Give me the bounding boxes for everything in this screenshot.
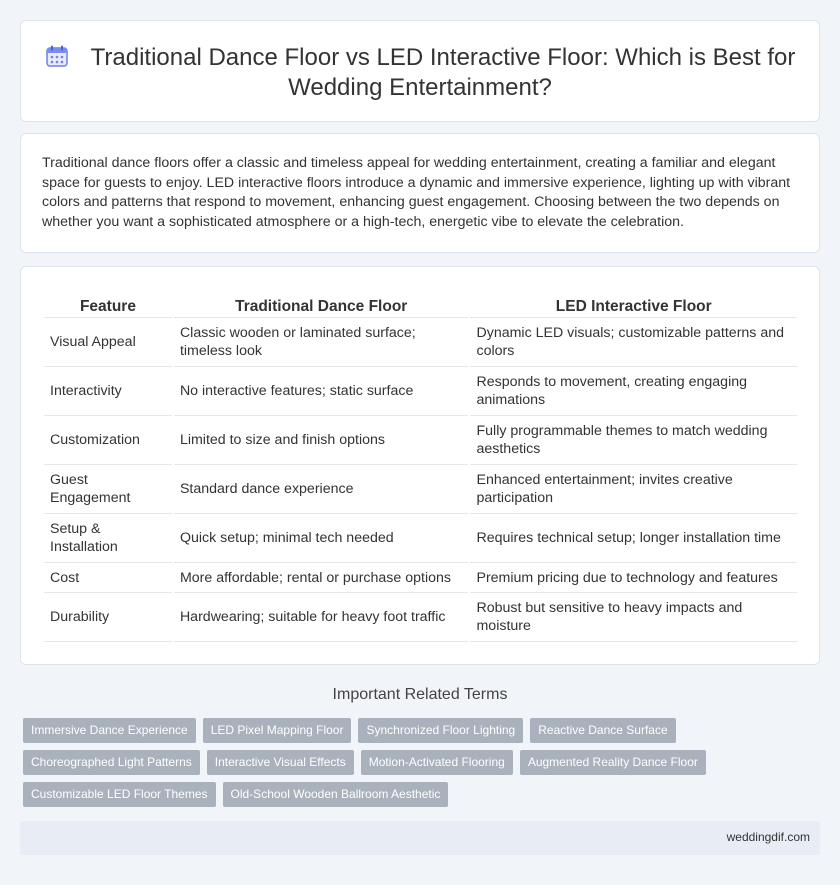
led-cell: Enhanced entertainment; invites creative participation xyxy=(470,465,797,514)
related-term-tag[interactable]: LED Pixel Mapping Floor xyxy=(203,718,352,743)
table-row xyxy=(44,563,797,593)
traditional-cell: Quick setup; minimal tech needed xyxy=(174,514,469,563)
feature-cell: Cost xyxy=(44,563,172,593)
led-cell: Fully programmable themes to match wedding aesthetics xyxy=(470,416,797,465)
traditional-cell: More affordable; rental or purchase options xyxy=(174,563,469,593)
led-cell: Dynamic LED visuals; customizable patterns and colors xyxy=(470,318,797,367)
traditional-cell: No interactive features; static surface xyxy=(174,367,469,416)
header-traditional: Traditional Dance Floor xyxy=(174,297,469,318)
table-row xyxy=(44,416,797,465)
related-term-tag[interactable]: Immersive Dance Experience xyxy=(23,718,196,743)
comparison-table xyxy=(42,297,799,642)
feature-cell: Visual Appeal xyxy=(44,318,172,367)
related-term-tag[interactable]: Augmented Reality Dance Floor xyxy=(520,750,706,775)
feature-cell: Guest Engagement xyxy=(44,465,172,514)
footer-site-link[interactable]: weddingdif.com xyxy=(726,830,810,844)
tag-row xyxy=(23,718,723,750)
header-feature: Feature xyxy=(44,297,172,318)
table-row xyxy=(44,367,797,416)
page-title-text: Traditional Dance Floor vs LED Interactive Floor: Which is Best for Wedding Entertainment? xyxy=(90,44,796,101)
header-led: LED Interactive Floor xyxy=(470,297,797,318)
traditional-cell: Standard dance experience xyxy=(174,465,469,514)
traditional-cell: Limited to size and finish options xyxy=(174,416,469,465)
related-term-tag[interactable]: Customizable LED Floor Themes xyxy=(23,782,216,807)
related-term-tag[interactable]: Synchronized Floor Lighting xyxy=(358,718,523,743)
led-cell: Responds to movement, creating engaging animations xyxy=(470,367,797,416)
related-term-tag[interactable]: Motion-Activated Flooring xyxy=(361,750,513,775)
page-title xyxy=(41,43,799,103)
calendar-icon xyxy=(45,44,69,68)
title-card xyxy=(20,20,820,122)
feature-cell: Durability xyxy=(44,593,172,642)
related-term-tag[interactable]: Reactive Dance Surface xyxy=(530,718,675,743)
related-term-tag[interactable]: Choreographed Light Patterns xyxy=(23,750,200,775)
traditional-cell: Hardwearing; suitable for heavy foot traffic xyxy=(174,593,469,642)
table-row xyxy=(44,318,797,367)
intro-card xyxy=(20,133,820,253)
feature-cell: Interactivity xyxy=(44,367,172,416)
tag-row xyxy=(23,782,723,814)
led-cell: Requires technical setup; longer installation time xyxy=(470,514,797,563)
related-term-tag[interactable]: Old-School Wooden Ballroom Aesthetic xyxy=(223,782,449,807)
table-header-row xyxy=(44,297,797,318)
tag-row xyxy=(23,750,723,782)
related-terms-list xyxy=(23,718,723,814)
intro-paragraph: Traditional dance floors offer a classic and timeless appeal for wedding entertainment, creating a familiar and elegant space for guests to enjoy. LED interactive floors introduce a dynamic and immersive experience, lighting up with vibrant colors and patterns that respond to movement, enhancing guest engagement. Choosing between the two depends on whether you want a sophisticated atmosphere or a high-tech, energetic vibe to elevate the celebration. xyxy=(42,155,791,230)
related-term-tag[interactable]: Interactive Visual Effects xyxy=(207,750,354,775)
comparison-card xyxy=(20,266,820,665)
feature-cell: Customization xyxy=(44,416,172,465)
table-row xyxy=(44,593,797,642)
traditional-cell: Classic wooden or laminated surface; timeless look xyxy=(174,318,469,367)
table-row xyxy=(44,465,797,514)
led-cell: Premium pricing due to technology and features xyxy=(470,563,797,593)
feature-cell: Setup & Installation xyxy=(44,514,172,563)
footer xyxy=(20,821,820,855)
related-terms-heading: Important Related Terms xyxy=(332,686,508,703)
table-row xyxy=(44,514,797,563)
led-cell: Robust but sensitive to heavy impacts and moisture xyxy=(470,593,797,642)
